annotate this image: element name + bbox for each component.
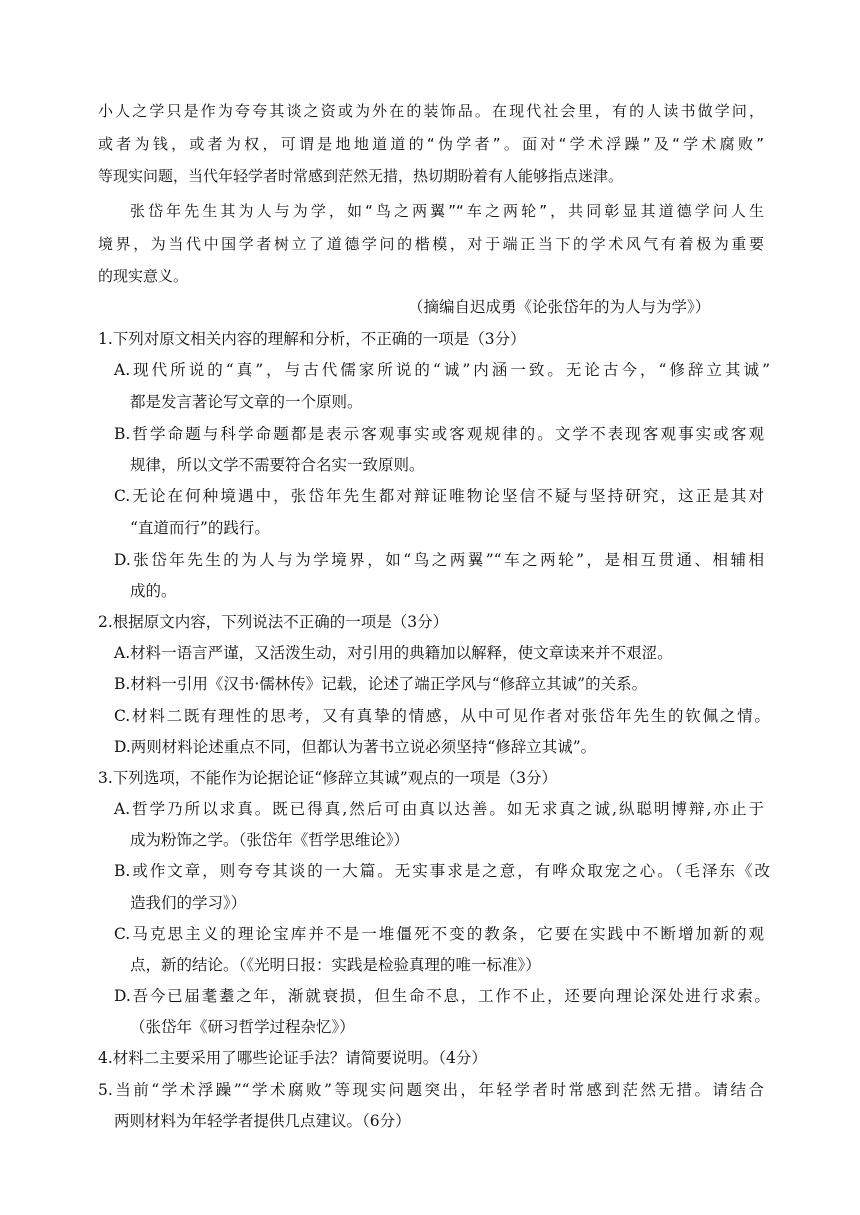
- passage-source: （摘编自迟成勇《论张岱年的为人与为学》）: [408, 298, 711, 316]
- question-stem: 2.根据原文内容，下列说法不正确的一项是（3分）: [98, 613, 449, 631]
- question-stem: 5.当前“学术浮躁”“学术腐败”等现实问题突出，年轻学者时常感到茫然无措。请结合: [98, 1081, 764, 1099]
- option-a: A.哲学乃所以求真。既已得真,然后可由真以达善。如无求真之诚,纵聪明博辩,亦止于: [114, 800, 764, 818]
- passage-line: 张岱年先生其为人与为学，如“鸟之两翼”“车之两轮”，共同彰显其道德学问人生: [130, 202, 764, 220]
- option-d-cont: （张岱年《研习哲学过程杂忆》）: [130, 1018, 355, 1036]
- option-d: D.张岱年先生的为人与为学境界，如“鸟之两翼”“车之两轮”，是相互贯通、相辅相: [114, 551, 764, 569]
- option-b: B.哲学命题与科学命题都是表示客观事实或客观规律的。文学不表现客观事实或客观: [114, 425, 764, 443]
- option-b-cont: 造我们的学习》）: [130, 894, 247, 912]
- option-a-cont: 都是发言著论写文章的一个原则。: [130, 393, 363, 411]
- option-d-cont: 成的。: [130, 582, 177, 600]
- option-a: A.现代所说的“真”，与古代儒家所说的“诚”内涵一致。无论古今，“修辞立其诚”: [114, 361, 770, 379]
- passage-line: 境界，为当代中国学者树立了道德学问的楷模，对于端正当下的学术风气有着极为重要: [98, 235, 764, 253]
- option-c: C.材料二既有理性的思考，又有真挚的情感，从中可见作者对张岱年先生的钦佩之情。: [114, 707, 770, 725]
- option-c: C.马克思主义的理论宝库并不是一堆僵死不变的教条，它要在实践中不断增加新的观: [114, 925, 764, 943]
- passage-line: 小人之学只是作为夸夸其谈之资或为外在的装饰品。在现代社会里，有的人读书做学问，: [98, 102, 764, 120]
- passage-line: 等现实问题，当代年轻学者时常感到茫然无措，热切期盼着有人能够指点迷津。: [98, 167, 624, 185]
- option-d: D.两则材料论述重点不同，但都认为著书立说必须坚持“修辞立其诚”。: [114, 738, 597, 756]
- option-c-cont: “直道而行”的践行。: [130, 519, 270, 537]
- option-b-cont: 规律，所以文学不需要符合名实一致原则。: [130, 456, 425, 474]
- question-stem-cont: 两则材料为年轻学者提供几点建议。（6分）: [114, 1112, 411, 1130]
- option-c: C.无论在何种境遇中，张岱年先生都对辩证唯物论坚信不疑与坚持研究，这正是其对: [114, 487, 764, 505]
- option-a: A.材料一语言严谨，又活泼生动，对引用的典籍加以解释，使文章读来并不艰涩。: [114, 644, 673, 662]
- option-d: D.吾今已届耄耋之年，渐就衰损，但生命不息，工作不止，还要向理论深处进行求索。: [114, 987, 770, 1005]
- question-stem: 3.下列选项，不能作为论据论证“修辞立其诚”观点的一项是（3分）: [98, 769, 558, 787]
- option-b: B.或作文章，则夸夸其谈的一大篇。无实事求是之意，有哗众取宠之心。（毛泽东《改: [114, 862, 770, 880]
- passage-line: 的现实意义。: [98, 267, 189, 285]
- option-b: B.材料一引用《汉书·儒林传》记载，论述了端正学风与“修辞立其诚”的关系。: [114, 675, 648, 693]
- option-c-cont: 点，新的结论。（《光明日报：实践是检验真理的唯一标准》）: [130, 956, 541, 974]
- option-a-cont: 成为粉饰之学。（张岱年《哲学思维论》）: [130, 831, 410, 849]
- passage-line: 或者为钱，或者为权，可谓是地地道道的“伪学者”。面对“学术浮躁”及“学术腐败”: [98, 135, 764, 153]
- question-stem: 4.材料二主要采用了哪些论证手法？请简要说明。（4分）: [98, 1049, 487, 1067]
- question-stem: 1.下列对原文相关内容的理解和分析，不正确的一项是（3分）: [98, 330, 526, 348]
